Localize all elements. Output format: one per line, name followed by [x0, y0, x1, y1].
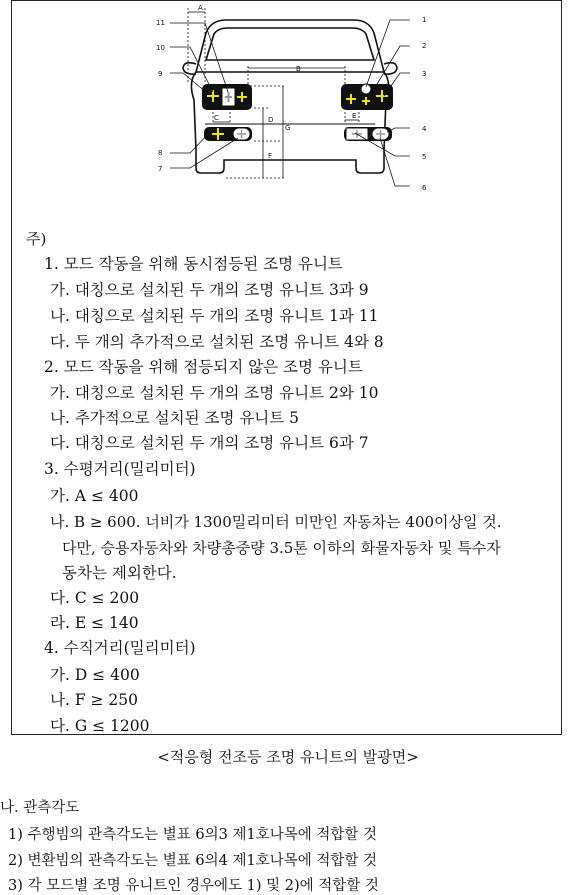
note-line: 3. 수평거리(밀리미터) [44, 460, 196, 478]
note-line: 나. F ≥ 250 [50, 691, 139, 709]
note-line: 1. 모드 작동을 위해 동시점등된 조명 유니트 [44, 255, 343, 273]
label-f: F [268, 152, 273, 160]
label-c: C [214, 114, 219, 122]
note-line: 4. 수직거리(밀리미터) [44, 639, 196, 657]
note-line: 다. G ≤ 1200 [50, 717, 150, 735]
note-line: 동차는 제외한다. [62, 564, 177, 582]
figure-caption: <적응형 전조등 조명 유니트의 발광면> [157, 748, 419, 766]
label-g: G [285, 124, 291, 132]
callout-9: 9 [158, 70, 163, 78]
label-e: E [352, 112, 357, 120]
note-line: 가. 대칭으로 설치된 두 개의 조명 유니트 3과 9 [50, 281, 369, 299]
note-line: 다만, 승용자동차와 차량총중량 3.5톤 이하의 화물자동차 및 특수자 [62, 539, 501, 557]
car-headlamp-diagram [0, 0, 576, 230]
section-item: 2) 변환빔의 관측각도는 별표 6의4 제1호나목에 적합할 것 [8, 853, 377, 869]
callout-2: 2 [422, 42, 427, 50]
callout-7: 7 [158, 165, 163, 173]
note-line: 가. D ≤ 400 [50, 666, 140, 684]
label-d: D [268, 116, 274, 124]
note-line: 나. 대칭으로 설치된 두 개의 조명 유니트 1과 11 [50, 307, 379, 325]
note-line: 다. C ≤ 200 [50, 589, 140, 607]
note-line: 나. 추가적으로 설치된 조명 유니트 5 [50, 409, 300, 427]
callout-6: 6 [422, 184, 427, 192]
callout-11: 11 [156, 19, 165, 27]
note-line: 나. B ≥ 600. 너비가 1300밀리미터 미만인 자동차는 400이상일 것. [50, 513, 502, 531]
label-a: A [198, 4, 203, 12]
callout-1: 1 [422, 16, 427, 24]
note-line: 다. 대칭으로 설치된 두 개의 조명 유니트 6과 7 [50, 434, 369, 452]
note-line: 가. 대칭으로 설치된 두 개의 조명 유니트 2와 10 [50, 384, 379, 402]
section-title: 나. 관측각도 [0, 800, 80, 816]
label-b: B [296, 65, 301, 73]
callout-3: 3 [422, 70, 427, 78]
note-line: 다. 두 개의 추가적으로 설치된 조명 유니트 4와 8 [50, 333, 384, 351]
note-title: 주) [26, 230, 47, 248]
note-line: 2. 모드 작동을 위해 점등되지 않은 조명 유니트 [44, 358, 363, 376]
callout-10: 10 [156, 44, 165, 52]
note-line: 가. A ≤ 400 [50, 487, 139, 505]
callout-5: 5 [422, 153, 427, 161]
note-line: 라. E ≤ 140 [50, 614, 139, 632]
callout-4: 4 [422, 125, 427, 133]
section-item: 3) 각 모드별 조명 유니트인 경우에도 1) 및 2)에 적합할 것 [8, 878, 379, 894]
callout-8: 8 [158, 149, 163, 157]
section-item: 1) 주행빔의 관측각도는 별표 6의3 제1호나목에 적합할 것 [8, 827, 377, 843]
